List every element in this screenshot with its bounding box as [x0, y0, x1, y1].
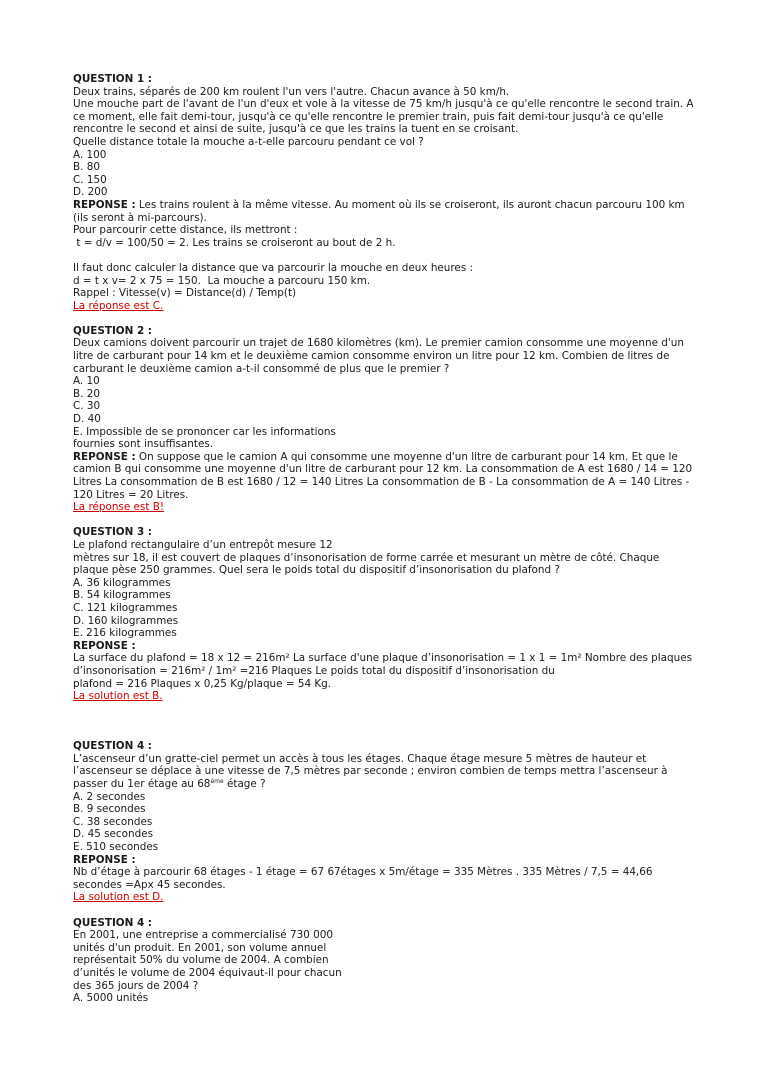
- answer-option: D. 160 kilogrammes: [73, 614, 179, 627]
- question-text: Le plafond rectangulaire d’un entrepôt mesure 12: [73, 538, 333, 551]
- answer-text: d’insonorisation = 216m² / 1m² =216 Plaques Le poids total du dispositif d’insonorisation du: [73, 664, 555, 677]
- question-text-part: étage ?: [223, 778, 266, 791]
- question-text: unités d'un produit. En 2001, son volume annuel: [73, 941, 327, 954]
- answer-option: E. 510 secondes: [73, 841, 159, 854]
- answer-text: (ils seront à mi-parcours).: [73, 211, 207, 224]
- answer-option: E. 216 kilogrammes: [73, 627, 177, 640]
- answer-option: A. 36 kilogrammes: [73, 576, 171, 589]
- document-page: [73, 73, 705, 1005]
- question-text: Deux camions doivent parcourir un trajet de 1680 kilomètres (km). Le premier camion consomme une moyenne d'un: [73, 337, 684, 350]
- question-text: Deux trains, séparés de 200 km roulent l'un vers l'autre. Chacun avance à 50 km/h.: [73, 85, 510, 98]
- answer-first-line: Les trains roulent à la même vitesse. Au moment où ils se croiseront, ils auront chacun parcouru 100 km: [135, 198, 685, 211]
- question-text: En 2001, une entreprise a commercialisé 730 000: [73, 929, 333, 942]
- question-text-part: passer du 1er étage au 68: [73, 778, 211, 791]
- calculation-text: Rappel : Vitesse(v) = Distance(d) / Temp(t): [73, 287, 297, 300]
- answer-text: camion B qui consomme une moyenne d'un litre de carburant pour 12 km. La consommation de A est 1680 / 14 = 120: [73, 463, 693, 476]
- answer-text: secondes =Apx 45 secondes.: [73, 878, 226, 891]
- answer-option: C. 38 secondes: [73, 815, 153, 828]
- question-text: litre de carburant pour 14 km et le deuxième camion consomme environ un litre pour 12 km. Combien de litres de: [73, 350, 670, 363]
- answer-first-line: On suppose que le camion A qui consomme une moyenne d'un litre de carburant pour 14 km. Et que le: [135, 450, 678, 463]
- question-text: rencontre le second et ainsi de suite, jusqu'à ce que les trains la tuent en se croisant.: [73, 123, 519, 136]
- answer-label: REPONSE :: [73, 198, 136, 211]
- answer-text: t = d/v = 100/50 = 2. Les trains se croiseront au bout de 2 h.: [73, 236, 396, 249]
- answer-option: A. 5000 unités: [73, 992, 149, 1005]
- answer-option: A. 10: [73, 375, 100, 388]
- answer-option: D. 40: [73, 413, 101, 426]
- answer-text: Litres La consommation de B est 1680 / 12 = 140 Litres La consommation de B - La consommation de A = 140 Litres -: [73, 476, 690, 488]
- question-text: Une mouche part de l'avant de l'un d'eux et vole à la vitesse de 75 km/h jusqu'à ce qu'elle rencontre le second train. A: [73, 98, 694, 111]
- question-text: l’ascenseur se déplace à une vitesse de 7,5 mètres par seconde ; environ combien de temps mettra l’ascenseur à: [73, 765, 668, 778]
- answer-option: C. 121 kilogrammes: [73, 601, 178, 614]
- question-text: Quelle distance totale la mouche a-t-elle parcouru pendant ce vol ?: [73, 135, 424, 148]
- answer-option: D. 200: [73, 186, 108, 199]
- question-title: QUESTION 1 :: [73, 73, 152, 85]
- answer-text: [73, 451, 705, 464]
- question-text: représentait 50% du volume de 2004. A combien: [73, 954, 329, 967]
- question-title: QUESTION 4 :: [73, 740, 152, 753]
- question-3: [73, 526, 705, 702]
- question-text: L’ascenseur d’un gratte-ciel permet un accès à tous les étages. Chaque étage mesure 5 mètres de hauteur et: [73, 752, 647, 765]
- answer-text: [73, 199, 705, 212]
- answer-text: 120 Litres = 20 Litres.: [73, 488, 189, 501]
- calculation-text: Il faut donc calculer la distance que va parcourir la mouche en deux heures :: [73, 261, 474, 274]
- answer-option: B. 80: [73, 161, 100, 174]
- result-text: La réponse est B!: [73, 501, 165, 514]
- answer-option: C. 30: [73, 400, 101, 413]
- answer-label: REPONSE :: [73, 853, 136, 866]
- question-5: [73, 917, 705, 1005]
- calculation-text: d = t x v= 2 x 75 = 150. La mouche a parcouru 150 km.: [73, 274, 371, 287]
- question-text: [73, 778, 705, 791]
- question-text: mètres sur 18, il est couvert de plaques d’insonorisation de forme carrée et mesurant un mètre de côté. Chaque: [73, 551, 660, 564]
- question-text: des 365 jours de 2004 ?: [73, 979, 199, 992]
- answer-option: D. 45 secondes: [73, 828, 153, 841]
- question-text: ce moment, elle fait demi-tour, jusqu'à ce qu'elle rencontre le premier train, puis fait demi-tour jusqu'à ce qu'elle: [73, 110, 664, 123]
- question-text: plaque pèse 250 grammes. Quel sera le poids total du dispositif d’insonorisation du plafond ?: [73, 564, 560, 577]
- answer-text: Nb d’étage à parcourir 68 étages - 1 étage = 67 67étages x 5m/étage = 335 Mètres . 335 Mètres / 7,5 = 44,66: [73, 866, 653, 879]
- result-text: La réponse est C.: [73, 299, 164, 312]
- answer-option: C. 150: [73, 173, 107, 186]
- result-text: La solution est D.: [73, 891, 164, 904]
- answer-option: E. Impossible de se prononcer car les informations: [73, 425, 336, 438]
- answer-option: B. 54 kilogrammes: [73, 589, 171, 602]
- question-title: QUESTION 4 :: [73, 916, 152, 929]
- answer-label: REPONSE :: [73, 450, 136, 463]
- answer-text: plafond = 216 Plaques x 0,25 Kg/plaque = 54 Kg.: [73, 677, 332, 690]
- superscript: ème: [210, 778, 224, 786]
- question-title: QUESTION 2 :: [73, 324, 152, 337]
- answer-option: fournies sont insuffisantes.: [73, 438, 214, 451]
- question-text: d’unités le volume de 2004 équivaut-il pour chacun: [73, 966, 342, 979]
- result-text: La solution est B.: [73, 690, 163, 703]
- answer-option: A. 2 secondes: [73, 790, 146, 803]
- question-4: [73, 740, 705, 904]
- answer-label: REPONSE :: [73, 639, 136, 652]
- question-text: carburant le deuxième camion a-t-il consommé de plus que le premier ?: [73, 362, 450, 375]
- answer-option: B. 9 secondes: [73, 803, 146, 816]
- answer-option: A. 100: [73, 148, 107, 161]
- answer-text: La surface du plafond = 18 x 12 = 216m² La surface d'une plaque d’insonorisation = 1 x 1 = 1m² Nombre des plaques: [73, 652, 693, 665]
- question-2: [73, 325, 705, 514]
- question-title: QUESTION 3 :: [73, 526, 152, 539]
- question-1: [73, 73, 705, 312]
- answer-text: Pour parcourir cette distance, ils mettront :: [73, 224, 298, 237]
- answer-option: B. 20: [73, 387, 100, 400]
